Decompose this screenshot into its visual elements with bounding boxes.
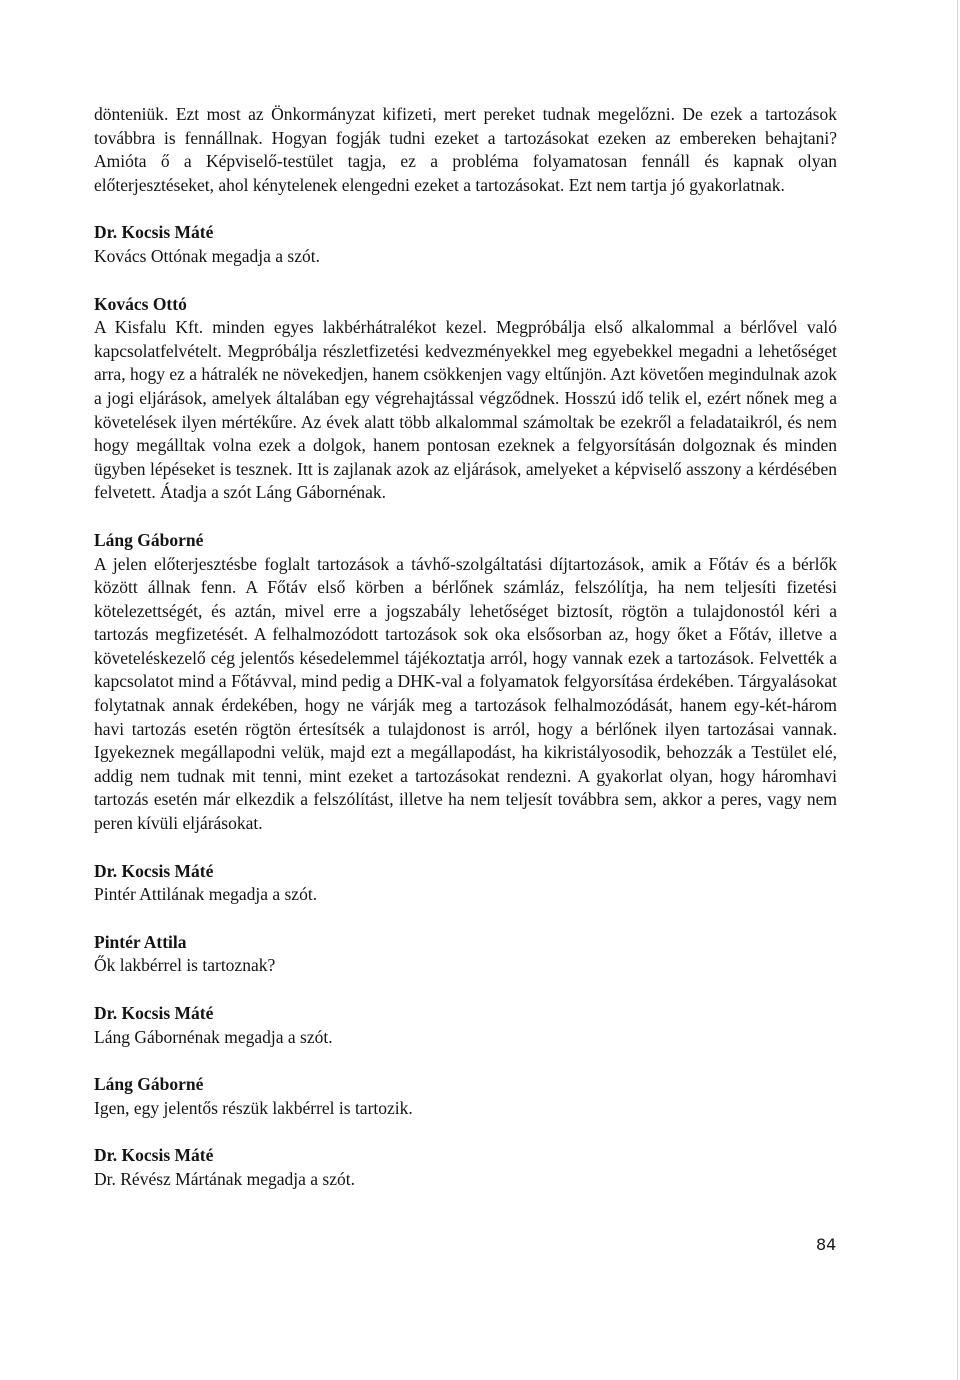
speech-entry	[94, 1073, 837, 1120]
speaker-name: Dr. Kocsis Máté	[94, 1003, 214, 1023]
speaker-name: Láng Gáborné	[94, 1074, 204, 1095]
speech-entry	[94, 860, 837, 907]
speech-entry	[94, 221, 837, 268]
speech-entry	[94, 293, 837, 505]
scan-edge-line	[957, 0, 958, 1380]
speech-entry	[94, 1002, 837, 1049]
page-number: 84	[816, 1235, 837, 1254]
speech-text: Kovács Ottónak megadja a szót.	[94, 245, 320, 266]
speaker-name: Dr. Kocsis Máté	[94, 222, 214, 243]
speech-text: Pintér Attilának megadja a szót.	[94, 884, 318, 905]
speaker-name: Pintér Attila	[94, 931, 187, 952]
speaker-name: Dr. Kocsis Máté	[94, 860, 214, 881]
speech-text: Ők lakbérrel is tartoznak?	[94, 955, 276, 976]
document-body	[94, 103, 837, 1192]
intro-paragraph: dönteniük. Ezt most az Önkormányzat kifizeti, mert pereket tudnak megelőzni. De ezek a tartozások továbbra is fennállnak. Hogyan fogják tudni ezeket a tartozásokat ezeken az embereken behajtani? Amióta ő a Képviselő-testület tagja, ez a probléma folyamatosan fennáll és kapnak olyan előterjesztéseket, ahol kénytelenek elengedni ezeket a tartozásokat. Ezt nem tartja jó gyakorlatnak.	[94, 104, 837, 195]
speech-text: Dr. Révész Mártának megadja a szót.	[94, 1168, 355, 1189]
speech-text: A jelen előterjesztésbe foglalt tartozások a távhő-szolgáltatási díjtartozások, amik a Főtáv és a bérlők között állnak fenn. A Főtáv első körben a bérlőnek számláz, felszólítja, ha nem teljesíti fizetési kötelezettségét, és aztán, mivel erre a jogszabály lehetőséget biztosít, rögtön a tulajdonostól kéri a tartozás megfizetését. A felhalmozódott tartozások sok oka elsősorban az, hogy őket a Főtáv, illetve a követeléskezelő cég jelentős késedelemmel tájékoztatja arról, hogy vannak ezek a tartozások. Felvették a kapcsolatot mind a Főtávval, mind pedig a DHK-val a folyamatok felgyorsítása érdekében. Tárgyalásokat folytatnak annak érdekében, hogy ne várják meg a tartozások felhalmozódását, hanem egy-két-három havi tartozás esetén rögtön értesítsék a tulajdonost is arról, hogy a bérlőnek ilyen tartozásai vannak. Igyekeznek megállapodni velük, majd ezt a megállapodást, ha kikristályosodik, behozzák a Testület elé, addig nem tudnak mit tenni, mint ezeket a tartozásokat rendezni. A gyakorlat olyan, hogy háromhavi tartozás esetén már elkezdik a felszólítást, illetve ha nem teljesít továbbra sem, akkor a peres, vagy nem peren kívüli eljárásokat.	[94, 553, 837, 834]
speech-text: Láng Gábornénak megadja a szót.	[94, 1026, 333, 1047]
speech-entry	[94, 529, 837, 836]
speech-entry	[94, 931, 837, 978]
speaker-name: Láng Gáborné	[94, 529, 204, 550]
speaker-name: Dr. Kocsis Máté	[94, 1145, 214, 1166]
speech-text: Igen, egy jelentős részük lakbérrel is tartozik.	[94, 1097, 413, 1118]
speech-entry	[94, 1144, 837, 1191]
speaker-name: Kovács Ottó	[94, 293, 187, 314]
speech-text: A Kisfalu Kft. minden egyes lakbérhátralékot kezel. Megpróbálja első alkalommal a bérlővel való kapcsolatfelvételt. Megpróbálja részletfizetési kedvezményekkel meg egyebekkel megadni a lehetőséget arra, hogy ez a hátralék ne növekedjen, hanem csökkenjen vagy eltűnjön. Azt követően megindulnak azok a jogi eljárások, amelyek általában egy végrehajtással végződnek. Hosszú idő telik el, ezért nőnek meg a követelések ilyen mértékűre. Az évek alatt több alkalommal számoltak be ezekről a feladataikról, és nem hogy megálltak volna ezek a dolgok, hanem pontosan ezeknek a felgyorsításán dolgoznak és minden ügyben lépéseket is tesznek. Itt is zajlanak azok az eljárások, amelyeket a képviselő asszony a kérdésében felvetett. Átadja a szót Láng Gábornénak.	[94, 317, 837, 503]
